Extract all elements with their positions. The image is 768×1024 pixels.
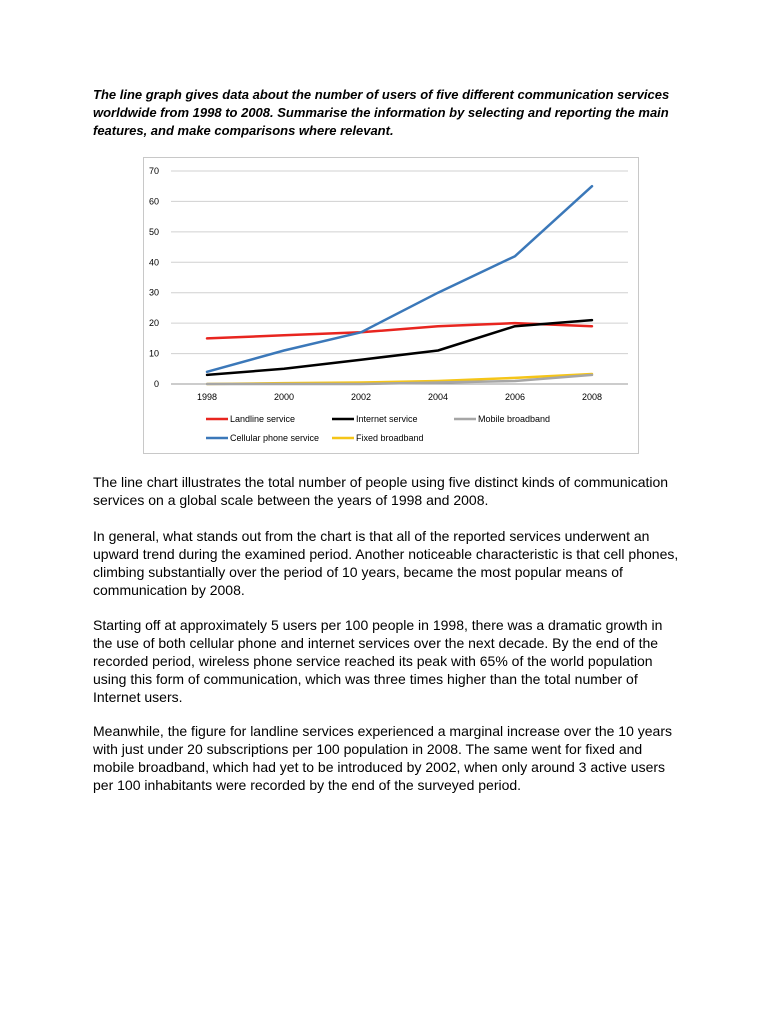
y-tick-label-40: 40	[148, 257, 159, 268]
y-tick-label-10: 10	[148, 348, 159, 359]
legend-label-internet-service: Internet service	[356, 414, 418, 424]
task-prompt: The line graph gives data about the number of users of five different communication services worldwide from 1998 to 2008. Summarise the information by selecting and reporting the main features, and make comparisons where relevant.	[93, 87, 670, 138]
y-tick-label-50: 50	[148, 226, 159, 237]
x-tick-label-2000: 2000	[273, 392, 295, 402]
x-tick-label-2004: 2004	[427, 392, 449, 402]
legend-label-mobile-broadband: Mobile broadband	[478, 414, 551, 424]
x-tick-label-1998: 1998	[196, 392, 218, 402]
legend-label-landline-service: Landline service	[230, 414, 296, 424]
x-tick-label-2006: 2006	[504, 392, 526, 402]
y-tick-label-60: 60	[148, 196, 159, 207]
x-tick-label-2002: 2002	[350, 392, 372, 402]
y-tick-label-70: 70	[148, 166, 159, 176]
legend-label-cellular-phone-service: Cellular phone service	[230, 433, 320, 443]
legend-label-fixed-broadband: Fixed broadband	[356, 433, 424, 443]
line-chart	[143, 157, 639, 454]
line-chart-svg	[144, 158, 640, 455]
paragraph-2: In general, what stands out from the chart is that all of the reported services underwent an upward trend during the examined period. Another noticeable characteristic is that cell phones, climbing substantially over the period of 10 years, became the most popular means of communication by 2008.	[93, 528, 679, 598]
y-tick-label-20: 20	[148, 318, 159, 329]
paragraph-4: Meanwhile, the figure for landline services experienced a marginal increase over the 10 years with just under 20 subscriptions per 100 population in 2008. The same went for fixed and mobile broadband, which had yet to be introduced by 2002, when only around 3 active users per 100 inhabitants were recorded by the end of the surveyed period.	[93, 723, 672, 793]
series-line-cellular-phone-service	[207, 186, 592, 372]
paragraph-1: The line chart illustrates the total number of people using five distinct kinds of communication services on a global scale between the years of 1998 and 2008.	[93, 474, 669, 508]
y-tick-label-0: 0	[153, 379, 159, 389]
y-tick-label-30: 30	[148, 287, 159, 298]
paragraph-3: Starting off at approximately 5 users per 100 people in 1998, there was a dramatic growth in the use of both cellular phone and internet services over the next decade. By the end of the recorded period, wireless phone service reached its peak with 65% of the world population using this form of communication, which was three times higher than the total number of Internet users.	[93, 617, 663, 705]
x-tick-label-2008: 2008	[581, 392, 603, 402]
